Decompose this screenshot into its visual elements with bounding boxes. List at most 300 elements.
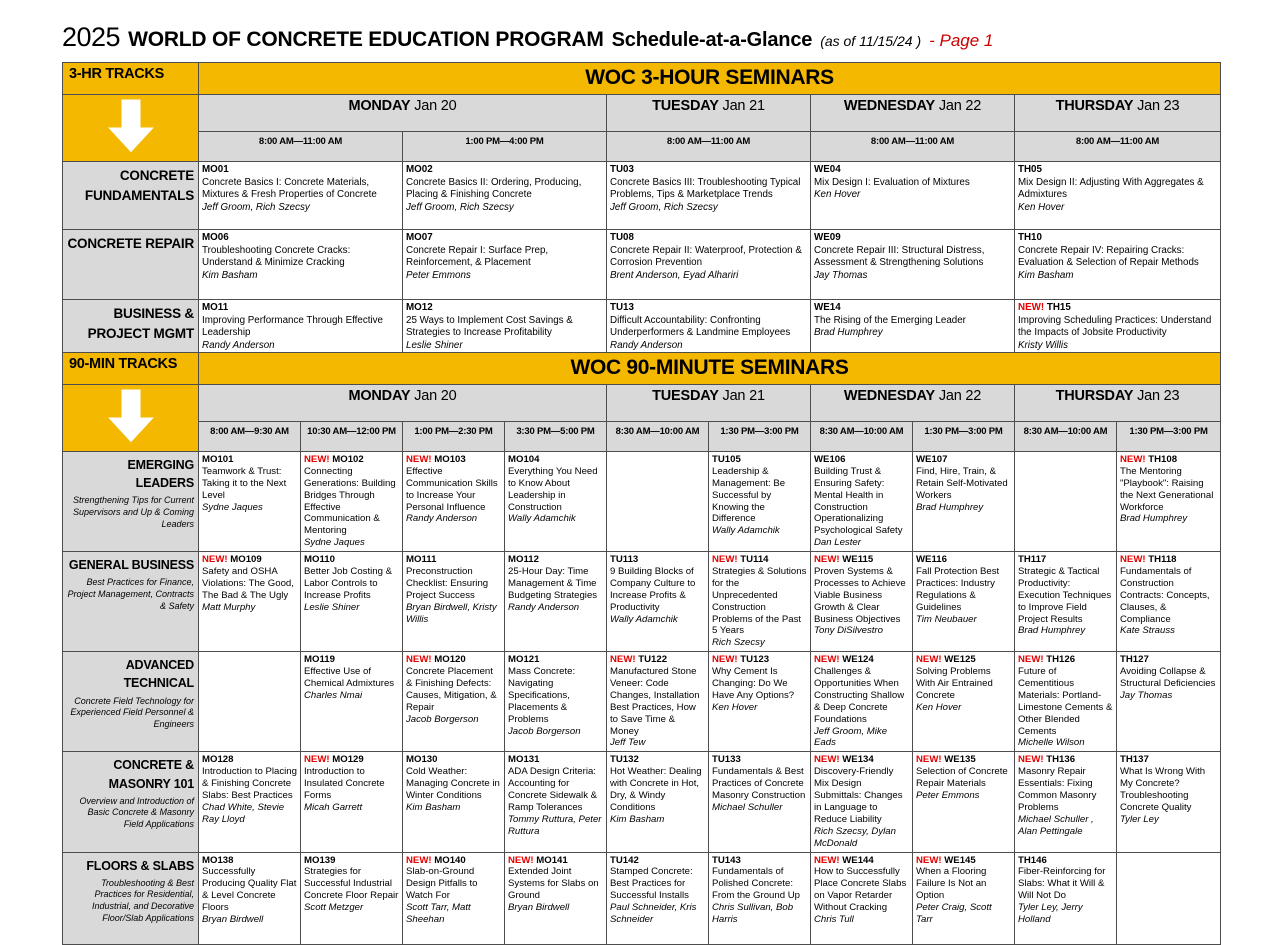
session-cell[interactable]: [1015, 552, 1117, 652]
session-code: WE116: [916, 554, 947, 566]
time-slot-header: 8:30 AM—10:00 AM: [607, 421, 709, 451]
session-cell[interactable]: [403, 162, 607, 230]
session-cell[interactable]: [301, 452, 403, 552]
session-title: Successfully Producing Quality Flat & Level Concrete Floors: [202, 866, 297, 914]
time-slot-header: 8:30 AM—10:00 AM: [1015, 421, 1117, 451]
session-title: Fundamentals of Polished Concrete: From the Ground Up: [712, 866, 800, 902]
session-title: Improving Performance Through Effective Leadership: [202, 314, 383, 339]
track-name: EMERGING LEADERS: [127, 458, 194, 491]
session-speakers: Randy Anderson: [610, 340, 683, 352]
session-cell[interactable]: [811, 652, 913, 752]
session-code: MO111: [406, 554, 437, 566]
track-description: Concrete Field Technology for Experienced Field Personnel & Engineers: [70, 695, 194, 729]
session-speakers: Wally Adamchik: [508, 513, 576, 525]
time-slot-header: 10:30 AM—12:00 PM: [301, 421, 403, 451]
session-speakers: Kim Basham: [406, 801, 461, 813]
session-speakers: Tommy Ruttura, Peter Ruttura: [508, 813, 602, 837]
session-code: MO138: [202, 854, 234, 866]
session-code: TH127: [1120, 654, 1149, 666]
session-title: Difficult Accountability: Confronting Underperformers & Landmine Employees: [610, 314, 791, 339]
track-label-cell: [63, 230, 199, 300]
session-speakers: Paul Schneider, Kris Schneider: [610, 902, 697, 925]
title-main: WORLD OF CONCRETE EDUCATION PROGRAM: [128, 28, 604, 51]
session-code: TH137: [1120, 754, 1149, 766]
time-slot-header: 1:30 PM—3:00 PM: [709, 421, 811, 451]
session-title: Find, Hire, Train, & Retain Self-Motivated Workers: [916, 465, 1008, 501]
track-description: Best Practices for Finance, Project Management, Contracts & Safety: [67, 577, 194, 611]
track-label-cell: [63, 652, 199, 752]
session-speakers: Wally Adamchik: [610, 613, 678, 625]
session-cell[interactable]: [709, 852, 811, 944]
session-code: WE09: [814, 232, 841, 243]
down-arrow-icon: [104, 387, 158, 445]
session-speakers: Rich Szecsy: [712, 637, 765, 649]
session-cell[interactable]: [811, 552, 913, 652]
session-code: NEW! TU114: [712, 554, 769, 566]
track-name: FLOORS & SLABS: [86, 858, 194, 873]
time-slot-header: 8:00 AM—11:00 AM: [199, 131, 403, 161]
session-title: The Mentoring "Playbook": Raising the Next Generational Workforce: [1120, 465, 1214, 513]
session-speakers: Brad Humphrey: [916, 501, 984, 513]
session-title: 9 Building Blocks of Company Culture to Increase Profits & Productivity: [610, 566, 696, 613]
session-speakers: Ken Hover: [814, 189, 861, 201]
session-title: Improving Scheduling Practices: Understand the Impacts of Jobsite Productivity: [1018, 314, 1212, 339]
session-cell[interactable]: [403, 752, 505, 852]
session-cell[interactable]: [403, 230, 607, 300]
session-cell[interactable]: [811, 452, 913, 552]
session-cell[interactable]: [199, 230, 403, 300]
session-speakers: Peter Craig, Scott Tarr: [916, 902, 992, 925]
session-speakers: Kim Basham: [1018, 270, 1074, 282]
session-cell[interactable]: [1117, 452, 1221, 552]
tracks-label: 3-HR TRACKS: [63, 63, 199, 95]
session-title: Introduction to Placing & Finishing Concrete Slabs: Best Practices: [202, 766, 297, 802]
session-speakers: Brad Humphrey: [1120, 513, 1188, 525]
session-code: NEW! TU122: [610, 654, 668, 666]
new-badge: NEW!: [814, 554, 840, 566]
session-code: TU143: [712, 854, 741, 866]
session-speakers: Tim Neubauer: [916, 613, 977, 625]
track-row: [63, 652, 1221, 752]
session-cell[interactable]: [1015, 230, 1221, 300]
session-cell[interactable]: [607, 230, 811, 300]
section-arrow: [63, 385, 199, 452]
new-badge: NEW!: [406, 654, 432, 666]
session-speakers: Kristy Willis: [1018, 340, 1068, 352]
session-code: WE14: [814, 302, 841, 313]
session-title: 25-Hour Day: Time Management & Time Budgeting Strategies: [508, 566, 598, 601]
new-badge: NEW!: [508, 854, 534, 866]
session-speakers: Michael Schuller: [712, 801, 783, 813]
session-code: NEW! WE125: [916, 654, 976, 666]
session-code: NEW! TU123: [712, 654, 770, 666]
session-title: Extended Joint Systems for Slabs on Ground: [508, 866, 599, 902]
session-code: TU142: [610, 854, 639, 866]
session-code: MO131: [508, 754, 540, 766]
session-speakers: Chad White, Stevie Ray Lloyd: [202, 801, 285, 825]
session-code: MO07: [406, 232, 433, 243]
new-badge: NEW!: [814, 654, 840, 666]
session-title: What Is Wrong With My Concrete? Troubleshooting Concrete Quality: [1120, 766, 1206, 813]
session-speakers: Brad Humphrey: [1018, 625, 1086, 637]
session-cell[interactable]: [1117, 752, 1221, 852]
day-header: THURSDAY Jan 23: [1015, 385, 1221, 422]
session-speakers: Peter Emmons: [916, 790, 980, 802]
session-cell[interactable]: [811, 752, 913, 852]
session-title: Proven Systems & Processes to Achieve Viable Business Growth & Clear Business Objectives: [814, 566, 906, 625]
tracks-label: 90-MIN TRACKS: [63, 353, 199, 385]
track-row: [63, 452, 1221, 552]
session-code: TU113: [610, 554, 639, 566]
time-slot-header: 1:00 PM—2:30 PM: [403, 421, 505, 451]
session-title: Concrete Basics I: Concrete Materials, Mixtures & Fresh Properties of Concrete: [202, 176, 377, 201]
session-cell[interactable]: [505, 752, 607, 852]
session-title: Building Trust & Ensuring Safety: Mental Health in Construction Operationalizing Psychological Safety: [814, 465, 903, 537]
track-label-cell: [63, 162, 199, 230]
session-title: Manufactured Stone Veneer: Code Changes, Installation Best Practices, How to Save Time & Money: [610, 666, 700, 737]
session-cell[interactable]: [607, 162, 811, 230]
time-slot-header: 8:00 AM—11:00 AM: [811, 131, 1015, 161]
session-cell[interactable]: [199, 752, 301, 852]
new-badge: NEW!: [1018, 654, 1044, 666]
session-title: Selection of Concrete Repair Materials: [916, 766, 1008, 790]
session-cell[interactable]: [913, 652, 1015, 752]
session-code: NEW! MO140: [406, 854, 466, 866]
session-title: Stamped Concrete: Best Practices for Successful Installs: [610, 866, 693, 902]
session-code: TH146: [1018, 854, 1047, 866]
three-hour-seminars-table: [62, 62, 1221, 372]
session-speakers: Michelle Wilson: [1018, 737, 1085, 749]
session-code: MO02: [406, 164, 433, 175]
track-name: CONCRETE FUNDAMENTALS: [84, 168, 194, 203]
session-title: The Rising of the Emerging Leader: [814, 314, 966, 326]
day-header: MONDAY Jan 20: [199, 95, 607, 132]
session-cell[interactable]: [1117, 552, 1221, 652]
new-badge: NEW!: [814, 854, 840, 866]
new-badge: NEW!: [202, 554, 228, 566]
session-speakers: Scott Tarr, Matt Sheehan: [406, 902, 471, 925]
session-code: MO06: [202, 232, 229, 243]
session-cell[interactable]: [199, 852, 301, 944]
session-title: Strategies & Solutions for the Unprecedented Construction Problems of the Past 5 Years: [712, 566, 807, 637]
session-cell[interactable]: [811, 162, 1015, 230]
track-row: [63, 752, 1221, 852]
session-cell[interactable]: [811, 852, 913, 944]
session-title: Solving Problems With Air Entrained Concrete: [916, 666, 993, 701]
session-title: Preconstruction Checklist: Ensuring Project Success: [406, 566, 489, 601]
session-code: WE107: [916, 454, 948, 465]
session-cell[interactable]: [199, 162, 403, 230]
session-title: Discovery-Friendly Mix Design Submittals: Changes in Language to Reduce Liability: [814, 766, 903, 825]
time-slot-header: 1:30 PM—3:00 PM: [1117, 421, 1221, 451]
new-badge: NEW!: [1120, 554, 1146, 566]
session-speakers: Ken Hover: [916, 701, 962, 713]
session-title: Fundamentals & Best Practices of Concrete Masonry Construction: [712, 766, 806, 802]
session-cell[interactable]: [505, 452, 607, 552]
new-badge: NEW!: [814, 754, 840, 766]
title-subtitle: Schedule-at-a-Glance: [611, 29, 813, 51]
session-title: Concrete Basics III: Troubleshooting Typical Problems, Tips & Marketplace Trends: [610, 176, 801, 201]
session-speakers: Jeff Tew: [610, 737, 646, 749]
session-title: Mix Design II: Adjusting With Aggregates & Admixtures: [1018, 176, 1204, 201]
session-title: When a Flooring Failure Is Not an Option: [916, 866, 987, 902]
session-code: TU13: [610, 302, 634, 313]
session-speakers: Randy Anderson: [406, 513, 478, 525]
session-title: Everything You Need to Know About Leadership in Construction: [508, 465, 598, 513]
session-code: NEW! MO109: [202, 554, 262, 566]
track-description: Strengthening Tips for Current Supervisors and Up & Coming Leaders: [72, 495, 194, 529]
session-speakers: Michael Schuller , Alan Pettingale: [1018, 813, 1094, 837]
down-arrow-icon: [104, 97, 158, 155]
track-row: [63, 552, 1221, 652]
session-cell[interactable]: [607, 552, 709, 652]
session-code: NEW! WE145: [916, 854, 976, 866]
session-speakers: Bryan Birdwell, Kristy Willis: [406, 601, 497, 625]
session-cell-empty: [199, 652, 301, 752]
session-cell[interactable]: [505, 852, 607, 944]
track-row: [63, 162, 1221, 230]
session-cell[interactable]: [607, 652, 709, 752]
new-badge: NEW!: [406, 454, 432, 465]
session-cell[interactable]: [301, 752, 403, 852]
session-speakers: Jay Thomas: [1120, 689, 1173, 701]
session-code: NEW! TH126: [1018, 654, 1076, 666]
session-cell[interactable]: [301, 552, 403, 652]
section-banner-title: WOC 3-HOUR SEMINARS: [199, 63, 1221, 95]
session-cell[interactable]: [301, 852, 403, 944]
session-title: Hot Weather: Dealing with Concrete in Hot, Dry, & Windy Conditions: [610, 766, 702, 813]
time-slot-header: 1:00 PM—4:00 PM: [403, 131, 607, 161]
session-speakers: Kim Basham: [202, 270, 258, 282]
session-title: Connecting Generations: Building Bridges Through Effective Communication & Mentoring: [304, 465, 396, 537]
session-speakers: Jeff Groom, Rich Szecsy: [610, 202, 718, 214]
session-speakers: Ken Hover: [1018, 202, 1065, 214]
session-cell[interactable]: [913, 752, 1015, 852]
new-badge: NEW!: [916, 854, 942, 866]
session-cell[interactable]: [811, 230, 1015, 300]
day-header-row: [63, 95, 1221, 132]
track-name: ADVANCED TECHNICAL: [123, 658, 194, 691]
session-code: NEW! WE124: [814, 654, 874, 666]
session-code: NEW! TH15: [1018, 302, 1071, 313]
session-title: Fundamentals of Construction Contracts: Concepts, Clauses, & Compliance: [1120, 566, 1210, 625]
track-name: BUSINESS & PROJECT MGMT: [87, 306, 194, 341]
new-badge: NEW!: [712, 654, 738, 666]
session-cell[interactable]: [403, 852, 505, 944]
ninety-minute-seminars-table: [62, 352, 1221, 945]
session-cell[interactable]: [1015, 652, 1117, 752]
session-speakers: Leslie Shiner: [406, 340, 463, 352]
section-banner-row: [63, 63, 1221, 95]
track-label-cell: [63, 452, 199, 552]
session-cell[interactable]: [1015, 752, 1117, 852]
track-description: Troubleshooting & Best Practices for Residential, Industrial, and Decorative Floor/Slab Applications: [91, 877, 194, 923]
session-title: Effective Use of Chemical Admixtures: [304, 666, 395, 690]
session-code: MO12: [406, 302, 433, 313]
session-code: WE106: [814, 454, 846, 465]
session-speakers: Wally Adamchik: [712, 525, 780, 537]
session-code: MO104: [508, 454, 540, 465]
session-code: MO112: [508, 554, 539, 566]
session-speakers: Jeff Groom, Mike Eads: [814, 725, 888, 749]
session-cell[interactable]: [403, 652, 505, 752]
day-header: MONDAY Jan 20: [199, 385, 607, 422]
session-title: Slab-on-Ground Design Pitfalls to Watch For: [406, 866, 478, 902]
session-cell[interactable]: [1117, 652, 1221, 752]
session-cell[interactable]: [709, 652, 811, 752]
session-speakers: Leslie Shiner: [304, 601, 360, 613]
new-badge: NEW!: [1018, 754, 1044, 766]
session-cell[interactable]: [709, 552, 811, 652]
new-badge: NEW!: [406, 854, 432, 866]
session-code: NEW! MO120: [406, 654, 466, 666]
session-title: ADA Design Criteria: Accounting for Concrete Sidewalk & Ramp Tolerances: [508, 766, 598, 813]
session-title: How to Successfully Place Concrete Slabs on Vapor Retarder Without Cracking: [814, 866, 907, 914]
session-speakers: Rich Szecsy, Dylan McDonald: [814, 825, 896, 849]
time-slot-header: 3:30 PM—5:00 PM: [505, 421, 607, 451]
session-code: NEW! WE115: [814, 554, 874, 566]
session-code: NEW! WE135: [916, 754, 976, 766]
session-speakers: Micah Garrett: [304, 801, 363, 813]
time-header-row: [63, 131, 1221, 161]
session-code: NEW! WE144: [814, 854, 874, 866]
session-code: MO130: [406, 754, 438, 766]
session-code: NEW! WE134: [814, 754, 874, 766]
track-description: Overview and Introduction of Basic Concrete & Masonry Field Applications: [79, 795, 194, 829]
time-slot-header: 8:00 AM—9:30 AM: [199, 421, 301, 451]
session-cell-empty: [607, 452, 709, 552]
session-speakers: Jacob Borgerson: [508, 725, 581, 737]
session-cell[interactable]: [1015, 852, 1117, 944]
session-title: Troubleshooting Concrete Cracks: Understand & Minimize Cracking: [202, 244, 351, 269]
section-banner-row: [63, 353, 1221, 385]
session-cell[interactable]: [913, 852, 1015, 944]
new-badge: NEW!: [916, 654, 942, 666]
session-title: Why Cement Is Changing: Do We Have Any Options?: [712, 666, 795, 701]
new-badge: NEW!: [1018, 302, 1045, 313]
new-badge: NEW!: [304, 454, 330, 465]
session-speakers: Chris Tull: [814, 913, 854, 925]
session-cell[interactable]: [505, 552, 607, 652]
session-title: Concrete Repair IV: Repairing Cracks: Evaluation & Selection of Repair Methods: [1018, 244, 1199, 269]
session-cell[interactable]: [709, 452, 811, 552]
day-header: WEDNESDAY Jan 22: [811, 95, 1015, 132]
session-cell[interactable]: [607, 752, 709, 852]
session-title: Safety and OSHA Violations: The Good, The Bad & The Ugly: [202, 566, 294, 601]
session-code: TH117: [1018, 554, 1047, 566]
new-badge: NEW!: [610, 654, 636, 666]
session-cell[interactable]: [403, 552, 505, 652]
session-code: MO139: [304, 854, 336, 866]
session-cell[interactable]: [709, 752, 811, 852]
session-code: TH10: [1018, 232, 1042, 243]
track-row: [63, 852, 1221, 944]
session-speakers: Sydne Jaques: [304, 537, 365, 549]
session-speakers: Jeff Groom, Rich Szecsy: [406, 202, 514, 214]
session-title: Mix Design I: Evaluation of Mixtures: [814, 176, 970, 188]
session-code: MO121: [508, 654, 540, 666]
session-code: WE04: [814, 164, 841, 175]
title-page-number: - Page 1: [929, 31, 994, 50]
session-title: Better Job Costing & Labor Controls to Increase Profits: [304, 566, 392, 601]
session-title: Strategic & Tactical Productivity: Execution Techniques to Improve Field Project Results: [1018, 566, 1112, 625]
day-header: THURSDAY Jan 23: [1015, 95, 1221, 132]
day-header: TUESDAY Jan 21: [607, 385, 811, 422]
session-title: Fiber-Reinforcing for Slabs: What it Will & Will Not Do: [1018, 866, 1106, 902]
new-badge: NEW!: [916, 754, 942, 766]
session-speakers: Peter Emmons: [406, 270, 471, 282]
session-speakers: Matt Murphy: [202, 601, 256, 613]
session-speakers: Bryan Birdwell: [202, 913, 264, 925]
session-code: MO101: [202, 454, 234, 465]
session-speakers: Charles Nmai: [304, 689, 363, 701]
session-speakers: Ken Hover: [712, 701, 758, 713]
session-speakers: Bryan Birdwell: [508, 902, 570, 914]
session-title: Challenges & Opportunities When Constructing Shallow & Deep Concrete Foundations: [814, 666, 905, 725]
session-title: Teamwork & Trust: Taking it to the Next Level: [202, 465, 287, 501]
new-badge: NEW!: [1120, 454, 1146, 465]
title-year: 2025: [62, 22, 121, 52]
section-banner-title: WOC 90-MINUTE SEMINARS: [199, 353, 1221, 385]
session-speakers: Randy Anderson: [508, 601, 580, 613]
session-title: Concrete Repair II: Waterproof, Protection & Corrosion Prevention: [610, 244, 802, 269]
session-cell[interactable]: [607, 852, 709, 944]
session-code: NEW! TH108: [1120, 454, 1178, 465]
session-speakers: Jay Thomas: [814, 270, 868, 282]
session-speakers: Scott Metzger: [304, 902, 364, 914]
session-cell[interactable]: [403, 452, 505, 552]
session-code: MO11: [202, 302, 229, 313]
session-code: TU03: [610, 164, 634, 175]
session-code: NEW! MO141: [508, 854, 568, 866]
session-cell[interactable]: [199, 452, 301, 552]
session-cell[interactable]: [913, 452, 1015, 552]
time-slot-header: 8:00 AM—11:00 AM: [607, 131, 811, 161]
session-speakers: Sydne Jaques: [202, 501, 263, 513]
session-cell[interactable]: [913, 552, 1015, 652]
session-title: Concrete Basics II: Ordering, Producing, Placing & Finishing Concrete: [406, 176, 582, 201]
day-header: WEDNESDAY Jan 22: [811, 385, 1015, 422]
session-code: MO119: [304, 654, 335, 666]
track-name: CONCRETE & MASONRY 101: [108, 758, 194, 791]
session-cell[interactable]: [199, 552, 301, 652]
session-speakers: Randy Anderson: [202, 340, 275, 352]
session-title: Concrete Repair I: Surface Prep, Reinforcement, & Placement: [406, 244, 549, 269]
new-badge: NEW!: [304, 754, 330, 766]
session-speakers: Chris Sullivan, Bob Harris: [712, 902, 794, 925]
session-title: Mass Concrete: Navigating Specifications, Placements & Problems: [508, 666, 576, 725]
title-as-of-date: (as of 11/15/24 ): [820, 33, 922, 49]
track-label-cell: [63, 752, 199, 852]
session-speakers: Jacob Borgerson: [406, 713, 479, 725]
session-cell[interactable]: [1015, 162, 1221, 230]
track-name: CONCRETE REPAIR: [67, 236, 194, 251]
session-speakers: Dan Lester: [814, 537, 861, 549]
session-speakers: Tyler Ley, Jerry Holland: [1018, 902, 1083, 925]
session-code: NEW! MO129: [304, 754, 364, 766]
session-title: Masonry Repair Essentials: Fixing Common Masonry Problems: [1018, 766, 1097, 813]
session-speakers: Brent Anderson, Eyad Alhariri: [610, 270, 739, 282]
session-code: NEW! MO103: [406, 454, 466, 465]
track-label-cell: [63, 852, 199, 944]
session-title: Effective Communication Skills to Increase Your Personal Influence: [406, 465, 498, 513]
session-cell[interactable]: [301, 652, 403, 752]
track-label-cell: [63, 552, 199, 652]
session-code: TH05: [1018, 164, 1042, 175]
session-code: NEW! MO102: [304, 454, 364, 465]
session-cell[interactable]: [505, 652, 607, 752]
session-title: Future of Cementitious Materials: Portland-Limestone Cements & Other Blended Cements: [1018, 666, 1113, 737]
